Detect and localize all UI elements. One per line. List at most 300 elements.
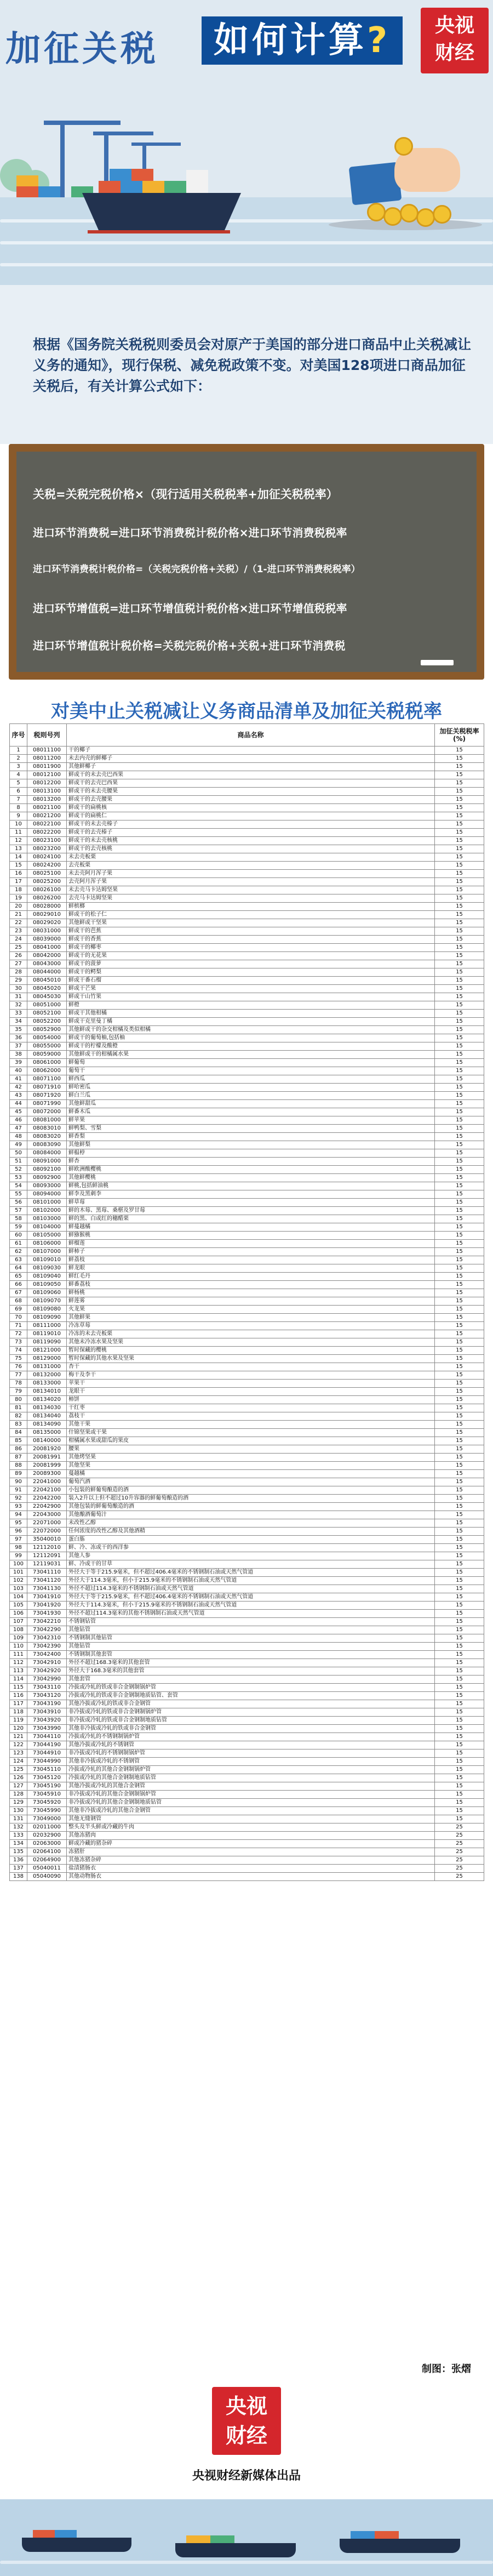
cell-index: 137: [10, 1865, 27, 1873]
table-row: [10, 1026, 484, 1034]
table-row: [10, 1429, 484, 1437]
table-row: [10, 1388, 484, 1396]
cell-goods-name: 火龙果: [67, 1306, 435, 1314]
cell-rate: 15: [435, 886, 484, 894]
table-row: [10, 1865, 484, 1873]
cell-index: 66: [10, 1281, 27, 1289]
table-row: [10, 1569, 484, 1577]
table-row: [10, 1470, 484, 1478]
col-header-rate: 加征关税税率(%): [435, 724, 484, 746]
cell-goods-name: 冻猪肝: [67, 1848, 435, 1856]
cell-goods-name: 鲜、冷或干的甘草: [67, 1560, 435, 1569]
table-row: [10, 1823, 484, 1832]
cell-rate: 15: [435, 1544, 484, 1552]
cell-index: 125: [10, 1766, 27, 1774]
cell-goods-name: 暂时保藏的樱桃: [67, 1347, 435, 1355]
cell-rate: 15: [435, 1766, 484, 1774]
cell-index: 43: [10, 1092, 27, 1100]
cell-rate: 15: [435, 944, 484, 952]
cell-rate: 25: [435, 1832, 484, 1840]
table-row: [10, 1873, 484, 1881]
cell-rate: 15: [435, 1306, 484, 1314]
cell-index: 13: [10, 845, 27, 853]
cell-index: 17: [10, 878, 27, 886]
table-row: [10, 1396, 484, 1404]
cell-goods-name: 鲜或干的菠萝: [67, 960, 435, 968]
cell-goods-name: 其他酿酒葡萄汁: [67, 1511, 435, 1519]
cell-rate: 15: [435, 1462, 484, 1470]
cell-goods-name: 鲜香梨: [67, 1133, 435, 1141]
cell-index: 21: [10, 911, 27, 919]
cell-rate: 15: [435, 878, 484, 886]
cell-goods-name: 其他包装的鲜葡萄酿造的酒: [67, 1503, 435, 1511]
logo-line2: 财经: [434, 42, 474, 64]
cell-index: 69: [10, 1306, 27, 1314]
table-row: [10, 1602, 484, 1610]
cell-index: 10: [10, 820, 27, 829]
cell-goods-name: 鲜的木莓、黑莓、桑椹及罗甘莓: [67, 1207, 435, 1215]
cell-tariff-code: 08026200: [27, 894, 67, 903]
cell-goods-name: 外径不超过114.3毫米的其他不锈钢制石油或天然气管道: [67, 1610, 435, 1618]
cell-index: 62: [10, 1248, 27, 1256]
cell-rate: 25: [435, 1823, 484, 1832]
cell-rate: 15: [435, 1281, 484, 1289]
cell-index: 105: [10, 1602, 27, 1610]
cell-rate: 15: [435, 1363, 484, 1371]
table-row: [10, 1478, 484, 1486]
cell-rate: 15: [435, 788, 484, 796]
cell-rate: 15: [435, 1560, 484, 1569]
title-question-mark: ?: [367, 20, 391, 61]
cell-goods-name: 其他钻管: [67, 1626, 435, 1634]
cell-index: 107: [10, 1618, 27, 1626]
cell-tariff-code: 08029020: [27, 919, 67, 927]
cell-tariff-code: 08071920: [27, 1092, 67, 1100]
table-row: [10, 1371, 484, 1380]
cell-index: 28: [10, 968, 27, 977]
table-row: [10, 1174, 484, 1182]
cell-goods-name: 去壳板栗: [67, 862, 435, 870]
cell-rate: 15: [435, 1042, 484, 1051]
cell-tariff-code: 08092900: [27, 1174, 67, 1182]
cell-tariff-code: 08022200: [27, 829, 67, 837]
cell-goods-name: 鲜或干的松子仁: [67, 911, 435, 919]
cell-tariff-code: 73042400: [27, 1651, 67, 1659]
cell-index: 72: [10, 1330, 27, 1338]
cell-tariff-code: 35040010: [27, 1536, 67, 1544]
cell-index: 70: [10, 1314, 27, 1322]
cell-rate: 15: [435, 1347, 484, 1355]
cell-goods-name: 鲜或干的无花果: [67, 952, 435, 960]
cell-index: 132: [10, 1823, 27, 1832]
col-header-name: 商品名称: [67, 724, 435, 746]
cell-rate: 15: [435, 1675, 484, 1684]
table-row: [10, 1158, 484, 1166]
cell-index: 51: [10, 1158, 27, 1166]
container-illustration: [55, 2530, 77, 2538]
cell-goods-name: 鲜欧洲酸樱桃: [67, 1166, 435, 1174]
cell-index: 26: [10, 952, 27, 960]
cell-tariff-code: 73043990: [27, 1725, 67, 1733]
col-header-code: 税则号列: [27, 724, 67, 746]
cell-index: 41: [10, 1075, 27, 1084]
cell-goods-name: 冷冻的未去壳板栗: [67, 1330, 435, 1338]
cell-tariff-code: 12112010: [27, 1544, 67, 1552]
cell-tariff-code: 08029010: [27, 911, 67, 919]
cell-tariff-code: 20081991: [27, 1454, 67, 1462]
intro-text: 根据《国务院关税税则委员会对原产于美国的部分进口商品中止关税减让义务的通知》，现行保税、减免税政策不变。对美国128项进口商品加征关税后，有关计算公式如下：: [33, 337, 472, 394]
cell-index: 76: [10, 1363, 27, 1371]
cell-rate: 15: [435, 820, 484, 829]
cell-tariff-code: 73042910: [27, 1659, 67, 1667]
cell-rate: 15: [435, 1585, 484, 1593]
cell-rate: 15: [435, 1355, 484, 1363]
cell-tariff-code: 08084000: [27, 1149, 67, 1158]
cell-tariff-code: 08042000: [27, 952, 67, 960]
cell-goods-name: 鲜龙眼: [67, 1264, 435, 1273]
table-row: [10, 1075, 484, 1084]
cell-goods-name: 鲜或干的扁桃仁: [67, 812, 435, 820]
table-row: [10, 1733, 484, 1741]
cell-rate: 15: [435, 837, 484, 845]
cell-rate: 15: [435, 1774, 484, 1782]
cell-goods-name: 盐渍猪肠衣: [67, 1865, 435, 1873]
table-row: [10, 1421, 484, 1429]
cell-index: 127: [10, 1782, 27, 1791]
cell-rate: 15: [435, 993, 484, 1001]
table-row: [10, 1322, 484, 1330]
cell-index: 114: [10, 1675, 27, 1684]
cell-index: 20: [10, 903, 27, 911]
cell-index: 11: [10, 829, 27, 837]
table-row: [10, 1815, 484, 1823]
cell-tariff-code: 08023200: [27, 845, 67, 853]
cell-rate: 15: [435, 1445, 484, 1454]
cell-rate: 15: [435, 1125, 484, 1133]
table-title: 对美中止关税减让义务商品清单及加征关税税率: [51, 700, 442, 722]
cell-rate: 15: [435, 1758, 484, 1766]
cell-goods-name: 鲜榅桲: [67, 1149, 435, 1158]
table-row: [10, 1659, 484, 1667]
container-illustration: [210, 2535, 234, 2543]
cell-tariff-code: 22042200: [27, 1495, 67, 1503]
table-row: [10, 1684, 484, 1692]
cell-index: 53: [10, 1174, 27, 1182]
cell-rate: 15: [435, 1289, 484, 1297]
cell-tariff-code: 22072000: [27, 1528, 67, 1536]
cell-index: 45: [10, 1108, 27, 1116]
cell-tariff-code: 02063000: [27, 1840, 67, 1848]
cell-rate: 15: [435, 1634, 484, 1643]
cell-index: 84: [10, 1429, 27, 1437]
cell-goods-name: 鲜或干番石榴: [67, 977, 435, 985]
cell-tariff-code: 08052200: [27, 1018, 67, 1026]
table-row: [10, 878, 484, 886]
title-part2-box: [202, 16, 403, 65]
formula-tariff: 关税=关税完税价格×（现行适用关税税率+加征关税税率）: [33, 488, 338, 501]
cell-index: 79: [10, 1388, 27, 1396]
cell-index: 65: [10, 1273, 27, 1281]
cell-tariff-code: 08045010: [27, 977, 67, 985]
cell-tariff-code: 08031000: [27, 927, 67, 936]
cell-tariff-code: 08011200: [27, 755, 67, 763]
cell-goods-name: 龙眼干: [67, 1388, 435, 1396]
cell-index: 120: [10, 1725, 27, 1733]
coin-icon: [416, 208, 435, 227]
cell-index: 91: [10, 1486, 27, 1495]
cell-goods-name: 冷拔或冷轧的其他合金钢制锅炉管: [67, 1766, 435, 1774]
cell-goods-name: 鲜或干的未去壳榛子: [67, 820, 435, 829]
table-row: [10, 1133, 484, 1141]
cell-tariff-code: 73041910: [27, 1593, 67, 1602]
cell-tariff-code: 08061000: [27, 1059, 67, 1067]
table-row: [10, 1692, 484, 1700]
cell-rate: 15: [435, 1782, 484, 1791]
cell-goods-name: 鲜榴莲: [67, 1240, 435, 1248]
cell-tariff-code: 08054000: [27, 1034, 67, 1042]
cell-rate: 15: [435, 1626, 484, 1634]
cell-goods-name: 鲜、冷、冻或干的西洋参: [67, 1544, 435, 1552]
table-row: [10, 1306, 484, 1314]
cell-rate: 15: [435, 1404, 484, 1412]
cell-goods-name: 其他动物肠衣: [67, 1873, 435, 1881]
cell-rate: 15: [435, 1223, 484, 1232]
cell-tariff-code: 20081920: [27, 1445, 67, 1454]
cell-index: 74: [10, 1347, 27, 1355]
cell-tariff-code: 08022100: [27, 820, 67, 829]
cell-goods-name: 非冷拔或冷轧的铁或非合金钢制地质钻管: [67, 1717, 435, 1725]
cell-tariff-code: 08028000: [27, 903, 67, 911]
table-row: [10, 1084, 484, 1092]
cell-tariff-code: 22041000: [27, 1478, 67, 1486]
cell-index: 1: [10, 746, 27, 755]
cell-tariff-code: 73042290: [27, 1626, 67, 1634]
table-row: [10, 788, 484, 796]
cell-goods-name: 鲜李及黑刺李: [67, 1190, 435, 1199]
cell-goods-name: 外径大于等于215.9毫米，但不超过406.4毫米的不锈钢制石油或天然气管道: [67, 1593, 435, 1602]
sleeve-illustration: [349, 162, 402, 205]
cell-index: 42: [10, 1084, 27, 1092]
cell-rate: 15: [435, 1741, 484, 1749]
table-row: [10, 1758, 484, 1766]
cell-index: 77: [10, 1371, 27, 1380]
formula-consumption-tax: 进口环节消费税=进口环节消费税计税价格×进口环节消费税税率: [33, 526, 347, 539]
cell-goods-name: 鲜番木瓜: [67, 1108, 435, 1116]
cell-index: 131: [10, 1815, 27, 1823]
table-row: [10, 952, 484, 960]
goods-table: [9, 723, 484, 1881]
cell-goods-name: 未去壳板栗: [67, 853, 435, 862]
cell-rate: 15: [435, 1158, 484, 1166]
table-row: [10, 1248, 484, 1256]
cell-tariff-code: 08045020: [27, 985, 67, 993]
cell-goods-name: 其他人参: [67, 1552, 435, 1560]
table-row: [10, 862, 484, 870]
cell-tariff-code: 08106000: [27, 1240, 67, 1248]
table-row: [10, 936, 484, 944]
cell-goods-name: 其他冻猪肉: [67, 1832, 435, 1840]
table-row: [10, 1404, 484, 1412]
cell-rate: 15: [435, 1684, 484, 1692]
cell-goods-name: 鲜葡萄: [67, 1059, 435, 1067]
table-row: [10, 1380, 484, 1388]
cell-goods-name: 未改性乙醇: [67, 1519, 435, 1528]
cell-goods-name: 鲜杏: [67, 1158, 435, 1166]
cell-tariff-code: 73042990: [27, 1675, 67, 1684]
cell-goods-name: 鲜橙: [67, 1001, 435, 1010]
table-row: [10, 1289, 484, 1297]
cell-goods-name: 冷拔或冷轧的铁或非合金钢制锅炉管: [67, 1684, 435, 1692]
cell-goods-name: 鲜或干克里曼丁橘: [67, 1018, 435, 1026]
cell-goods-name: 其他冷拔或冷轧的不锈钢管: [67, 1741, 435, 1749]
cell-goods-name: 蔓越橘: [67, 1470, 435, 1478]
cell-rate: 15: [435, 845, 484, 853]
cell-index: 59: [10, 1223, 27, 1232]
cell-goods-name: 冷冻草莓: [67, 1322, 435, 1330]
cell-index: 6: [10, 788, 27, 796]
cell-index: 88: [10, 1462, 27, 1470]
table-row: [10, 1782, 484, 1791]
cell-rate: 25: [435, 1840, 484, 1848]
cell-index: 104: [10, 1593, 27, 1602]
table-row: [10, 1108, 484, 1116]
cell-goods-name: 鲜槟榔: [67, 903, 435, 911]
cell-tariff-code: 08109040: [27, 1273, 67, 1281]
cell-rate: 15: [435, 829, 484, 837]
cell-tariff-code: 08134020: [27, 1396, 67, 1404]
cell-tariff-code: 08024100: [27, 853, 67, 862]
cell-index: 32: [10, 1001, 27, 1010]
cell-goods-name: 外径大于114.3毫米，但小于215.9毫米的不锈钢制石油或天然气管道: [67, 1602, 435, 1610]
cell-index: 19: [10, 894, 27, 903]
cell-rate: 25: [435, 1848, 484, 1856]
cell-rate: 25: [435, 1865, 484, 1873]
cell-tariff-code: 08119090: [27, 1338, 67, 1347]
table-row: [10, 1125, 484, 1133]
cell-rate: 15: [435, 1141, 484, 1149]
cell-tariff-code: 08140000: [27, 1437, 67, 1445]
cell-index: 3: [10, 763, 27, 771]
table-row: [10, 1741, 484, 1749]
cell-goods-name: 鲜莲雾: [67, 1297, 435, 1306]
table-row: [10, 1536, 484, 1544]
cell-goods-name: 外径大于等于215.9毫米，但不超过406.4毫米的不锈钢制石油或天然气管道: [67, 1569, 435, 1577]
cell-goods-name: 冷拔或冷轧的铁或非合金钢制地质钻管、套管: [67, 1692, 435, 1700]
cell-goods-name: 鲜或干的去壳核桃: [67, 845, 435, 853]
cell-tariff-code: 08105000: [27, 1232, 67, 1240]
cell-index: 89: [10, 1470, 27, 1478]
cell-tariff-code: 08119010: [27, 1330, 67, 1338]
cell-goods-name: 暂时保藏的其他水果及坚果: [67, 1355, 435, 1363]
cell-rate: 15: [435, 1108, 484, 1116]
cell-goods-name: 鲜或干的未去壳巴西果: [67, 771, 435, 779]
cell-index: 100: [10, 1560, 27, 1569]
cell-rate: 15: [435, 1807, 484, 1815]
table-row: [10, 1100, 484, 1108]
cell-index: 82: [10, 1412, 27, 1421]
cell-tariff-code: 08093000: [27, 1182, 67, 1190]
cctv-finance-logo: [421, 8, 489, 73]
cell-goods-name: 其他鲜或干的柑橘属水果: [67, 1051, 435, 1059]
cell-rate: 15: [435, 1708, 484, 1717]
table-row: [10, 993, 484, 1001]
cell-index: 128: [10, 1791, 27, 1799]
cell-index: 52: [10, 1166, 27, 1174]
cell-tariff-code: 08133000: [27, 1380, 67, 1388]
table-row: [10, 1856, 484, 1865]
cell-goods-name: 其他干果: [67, 1421, 435, 1429]
table-row: [10, 886, 484, 894]
cell-goods-name: 外径不超过168.3毫米的其他套管: [67, 1659, 435, 1667]
cell-tariff-code: 73042390: [27, 1643, 67, 1651]
cell-rate: 15: [435, 919, 484, 927]
cell-tariff-code: 08071910: [27, 1084, 67, 1092]
cell-index: 86: [10, 1445, 27, 1454]
table-row: [10, 804, 484, 812]
cell-goods-name: 非冷拔或冷轧的不锈钢制锅炉管: [67, 1749, 435, 1758]
cell-goods-name: 鲜杨桃: [67, 1289, 435, 1297]
cell-index: 34: [10, 1018, 27, 1026]
cell-index: 96: [10, 1528, 27, 1536]
cell-rate: 15: [435, 1084, 484, 1092]
cell-index: 116: [10, 1692, 27, 1700]
cell-index: 136: [10, 1856, 27, 1865]
cell-goods-name: 其他冻猪杂碎: [67, 1856, 435, 1865]
cell-rate: 15: [435, 1215, 484, 1223]
cell-tariff-code: 02064900: [27, 1856, 67, 1865]
cell-rate: 15: [435, 1166, 484, 1174]
cell-index: 130: [10, 1807, 27, 1815]
table-row: [10, 829, 484, 837]
cell-tariff-code: 08045030: [27, 993, 67, 1001]
table-row: [10, 1552, 484, 1560]
cell-index: 57: [10, 1207, 27, 1215]
cell-index: 109: [10, 1634, 27, 1643]
cell-rate: 15: [435, 1133, 484, 1141]
cell-goods-name: 杏干: [67, 1363, 435, 1371]
table-row: [10, 837, 484, 845]
cell-tariff-code: 20089300: [27, 1470, 67, 1478]
table-row: [10, 1182, 484, 1190]
cell-rate: 15: [435, 1733, 484, 1741]
cell-tariff-code: 08026100: [27, 886, 67, 894]
container-illustration: [351, 2531, 375, 2539]
cell-tariff-code: 73044110: [27, 1733, 67, 1741]
cell-goods-name: 鲜或干芒果: [67, 985, 435, 993]
cell-goods-name: 荔枝干: [67, 1412, 435, 1421]
cell-rate: 15: [435, 870, 484, 878]
table-row: [10, 1034, 484, 1042]
cell-index: 94: [10, 1511, 27, 1519]
cell-rate: 15: [435, 1190, 484, 1199]
cell-goods-name: 其他冷拔或冷轧的其他合金钢管: [67, 1782, 435, 1791]
table-row: [10, 894, 484, 903]
table-row: [10, 1001, 484, 1010]
cell-index: 46: [10, 1116, 27, 1125]
footer-cctv-finance-logo: [212, 2387, 281, 2455]
cell-index: 12: [10, 837, 27, 845]
cell-rate: 15: [435, 1799, 484, 1807]
cell-tariff-code: 08109070: [27, 1297, 67, 1306]
cell-index: 44: [10, 1100, 27, 1108]
cell-rate: 15: [435, 1059, 484, 1067]
cell-index: 33: [10, 1010, 27, 1018]
table-row: [10, 1618, 484, 1626]
cell-tariff-code: 73041130: [27, 1585, 67, 1593]
cell-index: 24: [10, 936, 27, 944]
cell-rate: 15: [435, 1092, 484, 1100]
cell-goods-name: 非冷拔或冷轧的其他合金钢制锅炉管: [67, 1791, 435, 1799]
